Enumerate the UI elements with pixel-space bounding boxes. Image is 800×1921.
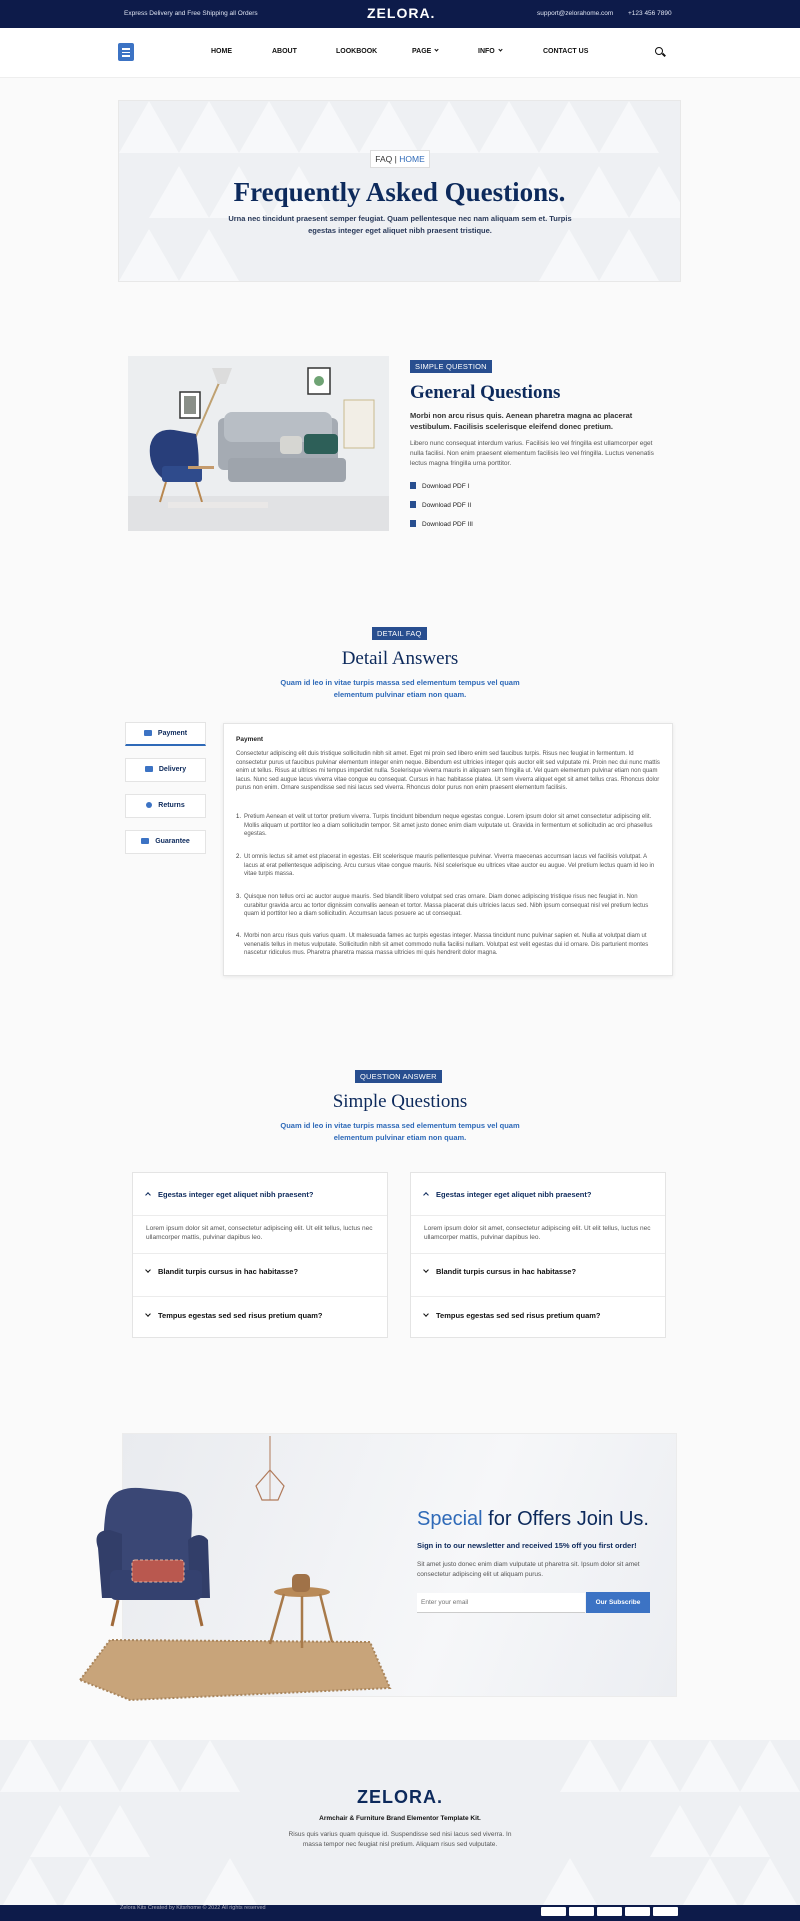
promo-title-highlight: Special	[417, 1508, 483, 1530]
payment-icon	[653, 1907, 678, 1916]
pdf-icon	[410, 501, 416, 508]
simple-title: Simple Questions	[332, 1091, 468, 1112]
general-body: Libero nunc consequat interdum varius. Facilisis leo vel fringilla est ullamcorper eget nulla facilisi. Non enim praesent elementum facilisis leo vel fringilla. Luctus venenatis lectus magna fringilla urna porttitor.	[410, 440, 654, 467]
brand-logo[interactable]: ZELORA.	[367, 5, 436, 21]
breadcrumb-current: FAQ	[375, 154, 393, 164]
accordion-q-open[interactable]	[146, 1190, 313, 1199]
nav-info[interactable]	[478, 48, 502, 55]
email-input[interactable]	[417, 1593, 585, 1613]
subscribe-button[interactable]: Our Subscribe	[586, 1592, 650, 1613]
download-label: Download PDF II	[422, 502, 472, 509]
question-label: Blandit turpis cursus in hac habitasse?	[158, 1267, 299, 1276]
accordion-q[interactable]	[146, 1311, 323, 1320]
general-lead: Morbi non arcu risus quis. Aenean pharetra magna ac placerat vestibulum. Facilisis scelerisque eleifend donec pretium.	[410, 411, 633, 431]
list-num: 4.	[236, 933, 242, 939]
tab-guarantee[interactable]	[125, 830, 206, 854]
promo-subtitle: Sign in to our newsletter and received 15% off you first order!	[417, 1541, 637, 1550]
chevron-down-icon	[423, 1267, 429, 1273]
payment-icon	[569, 1907, 594, 1916]
download-label: Download PDF I	[422, 483, 470, 490]
hero-subtitle: Urna nec tincidunt praesent semper feugiat. Quam pellentesque nec nam aliquam sem et. Turpis egestas integer eget aliquet nibh praesent tristique.	[228, 214, 572, 235]
search-icon[interactable]	[655, 47, 663, 55]
pdf-icon	[410, 482, 416, 489]
tab-label: Payment	[157, 730, 188, 737]
accordion-q[interactable]	[424, 1267, 576, 1276]
footer-logo[interactable]: ZELORA.	[357, 1787, 443, 1807]
download-pdf-2[interactable]	[410, 501, 471, 509]
question-label: Tempus egestas sed sed risus pretium quam?	[158, 1311, 323, 1320]
list-item	[236, 853, 660, 879]
chevron-down-icon	[423, 1311, 429, 1317]
list-item	[236, 932, 660, 958]
list-text: Ut omnis lectus sit amet est placerat in egestas. Elit scelerisque mauris pellentesque pulvinar. Viverra maecenas accumsan lacus vel facilisis volutpat. A lacus at erat pellentesque adipiscing. Arcu cursus vitae congue mauris. Nisl scelerisque eu ultrices vitae auctor eu augue. Vel pretium lectus quam id leo in vitae turpis massa.	[244, 854, 655, 877]
list-item	[236, 813, 660, 839]
section-tag: DETAIL FAQ	[372, 627, 427, 640]
support-phone[interactable]: +123 456 7890	[628, 10, 672, 17]
tab-label: Returns	[158, 802, 185, 809]
question-label: Blandit turpis cursus in hac habitasse?	[436, 1267, 577, 1276]
detail-subtitle: Quam id leo in vitae turpis massa sed elementum tempus vel quam elementum pulvinar etiam non quam.	[280, 678, 520, 699]
pdf-icon	[410, 520, 416, 527]
download-pdf-1[interactable]	[410, 482, 469, 490]
list-item	[236, 893, 660, 919]
list-text: Morbi non arcu risus quis varius quam. Ut malesuada fames ac turpis egestas integer. Massa tincidunt nunc pulvinar sapien et. Nulla at volutpat diam ut venenatis tellus in metus vulputate. Sollicitudin nibh sit amet commodo nulla facilisi nullam. Volutpat est velit egestas dui id ornare. Dis parturient montes nascetur ridiculus mus. Pharetra pharetra massa massa ultricies mi quis hendrerit dolor magna.	[244, 933, 649, 956]
hand-icon	[141, 838, 149, 844]
panel-title: Payment	[236, 736, 264, 743]
accordion-q-open[interactable]	[424, 1190, 591, 1199]
nav-about[interactable]: ABOUT	[272, 48, 297, 55]
chevron-down-icon	[498, 47, 502, 51]
list-text: Quisque non tellus orci ac auctor augue mauris. Sed blandit libero volutpat sed cras ornare. Diam donec adipiscing tristique risus nec feugiat in. Non curabitur gravida arcu ac tortor dignissim convallis aenean et tortor. Massa placerat duis ultricies lacus sed. Nibh ipsum consequat nisl vel pretium lectus quam id porttitor leo a diam sollicitudin. Accumsan lacus posuere ac ut consequat.	[244, 894, 649, 917]
chevron-down-icon	[145, 1267, 151, 1273]
refresh-icon	[146, 802, 152, 808]
breadcrumb-separator: |	[394, 154, 397, 164]
panel-intro: Consectetur adipiscing elit duis tristique sollicitudin nibh sit amet. Eget mi proin sed libero enim sed faucibus turpis. Risus nec feugiat in fermentum. Id consectetur purus ut faucibus pulvinar elementum integer enim neque. Bibendum est ultricies integer quis auctor elit sed vulputate mi. Proin nec dui nunc mattis enim ut tellus. Risus at ultrices mi tempus imperdiet nulla. Scelerisque viverra mauris in aliquam sem fringilla ut. Vel quam elementum pulvinar etiam non quam lacus. Nunc sed augue lacus viverra vitae congue eu consequat. Cursus in hac habitasse platea. Ut sem viverra aliquet eget sit amet tellus cras. Rhoncus dolor purus non enim. Ornare suspendisse sed nisi lacus sed viverra. Rhoncus dolor purus non enim praesent elementum facilisis.	[236, 751, 660, 791]
nav-page-label: PAGE	[412, 48, 432, 55]
section-tag: SIMPLE QUESTION	[410, 360, 492, 373]
accordion-q[interactable]	[424, 1311, 601, 1320]
download-pdf-3[interactable]	[410, 520, 473, 528]
chevron-down-icon	[435, 47, 439, 51]
accordion-q[interactable]	[146, 1267, 298, 1276]
living-room-image	[128, 356, 389, 531]
chevron-up-icon	[145, 1192, 151, 1198]
payment-icon	[597, 1907, 622, 1916]
armchair-illustration	[70, 1430, 400, 1705]
nav-lookbook[interactable]: LOOKBOOK	[336, 48, 378, 55]
detail-title: Detail Answers	[341, 648, 459, 669]
support-email[interactable]: support@zelorahome.com	[537, 10, 614, 17]
chevron-down-icon	[145, 1311, 151, 1317]
question-label: Egestas integer eget aliquet nibh praesent?	[436, 1190, 592, 1199]
section-tag: QUESTION ANSWER	[355, 1070, 442, 1083]
footer	[0, 1740, 800, 1905]
page-title: Frequently Asked Questions.	[233, 177, 566, 207]
list-text: Pretium Aenean et velit ut tortor pretium viverra. Turpis tincidunt bibendum neque egestas congue. Lorem ipsum dolor sit amet consectetur adipiscing elit. Mollis aliquam ut porttitor leo a diam sollicitudin tempor. Sit amet justo donec enim diam vulputate ut. Gravida in fermentum et sollicitudin ac orci phasellus egestas.	[244, 814, 653, 837]
tab-delivery[interactable]	[125, 758, 206, 782]
list-num: 2.	[236, 854, 242, 860]
question-label: Tempus egestas sed sed risus pretium quam?	[436, 1311, 601, 1320]
footer-tagline: Armchair & Furniture Brand Elementor Template Kit.	[319, 1815, 481, 1822]
payment-icon	[541, 1907, 566, 1916]
general-title: General Questions	[410, 382, 561, 403]
tab-payment[interactable]	[125, 722, 206, 746]
question-label: Egestas integer eget aliquet nibh praesent?	[158, 1190, 314, 1199]
accordion-answer: Lorem ipsum dolor sit amet, consectetur adipiscing elit. Ut elit tellus, luctus nec ullamcorper mattis, pulvinar dapibus leo.	[146, 1225, 373, 1241]
nav-page[interactable]	[412, 48, 438, 55]
chevron-up-icon	[423, 1192, 429, 1198]
nav-info-label: INFO	[478, 48, 495, 55]
nav-contact[interactable]: CONTACT US	[543, 48, 589, 55]
credit-card-icon	[144, 730, 152, 736]
list-num: 1.	[236, 814, 242, 820]
tab-label: Guarantee	[155, 838, 190, 845]
download-label: Download PDF III	[422, 521, 473, 528]
breadcrumb	[370, 150, 430, 168]
menu-icon[interactable]	[118, 43, 134, 61]
accordion-answer: Lorem ipsum dolor sit amet, consectetur adipiscing elit. Ut elit tellus, luctus nec ullamcorper mattis, pulvinar dapibus leo.	[424, 1225, 651, 1241]
payment-icon	[625, 1907, 650, 1916]
copyright: Zelora Kits Created by Kitsrhome © 2022 All rights reserved	[120, 1905, 266, 1911]
nav-home[interactable]: HOME	[211, 48, 232, 55]
tab-returns[interactable]	[125, 794, 206, 818]
tab-label: Delivery	[158, 766, 187, 773]
promo-title-rest: for Offers Join Us.	[482, 1508, 649, 1530]
promo-title	[417, 1508, 649, 1531]
truck-icon	[145, 766, 153, 772]
footer-body: Risus quis varius quam quisque id. Suspendisse sed nisi lacus sed viverra. In massa tempor nec feugiat nisl pretium. Aliquam risus sed vulputate.	[288, 1831, 512, 1848]
list-num: 3.	[236, 894, 242, 900]
promo-body: Sit amet justo donec enim diam vulputate ut pharetra sit. Ipsum dolor sit amet consectetur adipiscing elit ut aliquam purus.	[417, 1561, 640, 1578]
simple-subtitle: Quam id leo in vitae turpis massa sed elementum tempus vel quam elementum pulvinar etiam non quam.	[280, 1121, 520, 1142]
breadcrumb-home[interactable]: HOME	[399, 154, 425, 164]
promo-text: Express Delivery and Free Shipping all Orders	[124, 10, 258, 17]
